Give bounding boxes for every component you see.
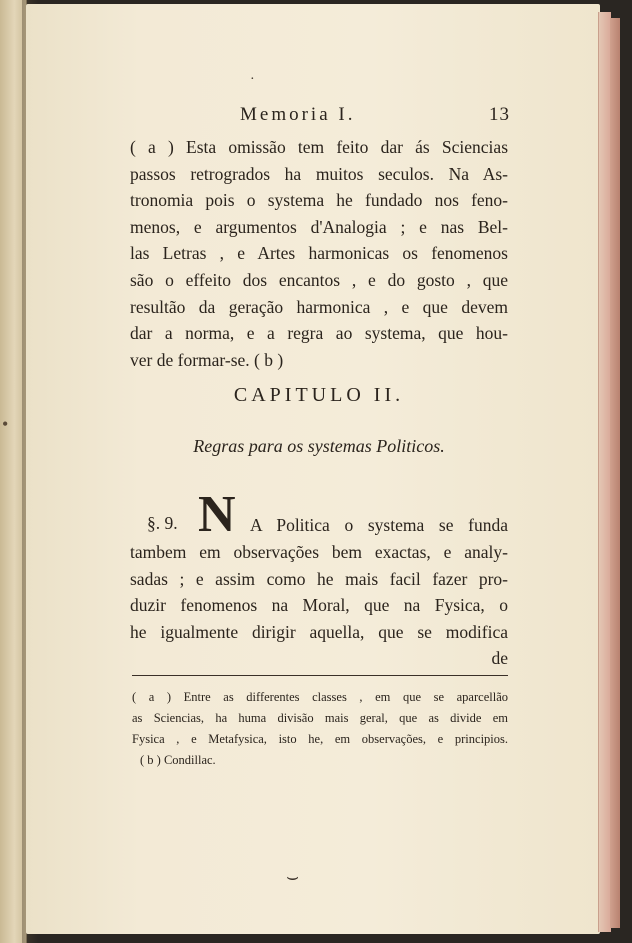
footnote-line: ( b ) Condillac. [140, 753, 216, 767]
page-number: 13 [489, 104, 510, 125]
footnote-line: as Sciencias, ha huma divisão mais geral, que as divide em [132, 711, 508, 725]
text-line: dar a norma, e a regra ao systema, que hou- [130, 323, 508, 344]
text-line: sadas ; e assim como he mais facil fazer pro- [130, 568, 508, 589]
chapter-heading: CAPITULO II. [233, 384, 405, 406]
chapter-subtitle: Regras para os systemas Politicos. [193, 436, 445, 456]
text-line: tronomia pois o systema he fundado nos feno- [130, 190, 508, 211]
text-line: menos, e argumentos d'Analogia ; e nas Bel- [130, 216, 508, 237]
text-line: ( a ) Esta omissão tem feito dar ás Sciencias [130, 137, 508, 157]
drop-cap: N [198, 486, 236, 543]
text-line: passos retrogrados ha muitos seculos. Na As- [130, 163, 508, 184]
footnote-rule [132, 675, 508, 676]
paragraph-continued [130, 134, 508, 373]
catchword: de [491, 648, 508, 669]
text-line: duzir fenomenos na Moral, que na Fysica, o [130, 595, 508, 616]
ink-speck: · [250, 72, 255, 87]
footnote-line: Fysica , e Metafysica, isto he, em observações, e principios. [132, 732, 508, 746]
text-line: ver de formar-se. ( b ) [130, 349, 284, 370]
section-paragraph [130, 539, 508, 672]
section-first-line [250, 512, 508, 539]
text-line: A Politica o systema se funda [250, 515, 508, 535]
text-line: são o effeito dos encantos , e do gosto , que [130, 269, 508, 290]
text-line: resultão da geração harmonica , e que devem [130, 296, 508, 317]
footnotes [132, 687, 508, 771]
margin-speck: • [2, 414, 9, 434]
ink-blot-mark: ⌣ [286, 866, 300, 888]
text-line: tambem em observações bem exactas, e analy- [130, 542, 508, 562]
section-number: §. 9. [147, 513, 178, 533]
running-header [240, 104, 510, 132]
footnote-line: ( a ) Entre as differentes classes , em que se aparcellão [132, 690, 508, 704]
text-line: las Letras , e Artes harmonicas os fenomenos [130, 243, 508, 264]
running-header-title: Memoria I. [240, 104, 356, 125]
text-line: he igualmente dirigir aquella, que se modifica [130, 621, 508, 642]
